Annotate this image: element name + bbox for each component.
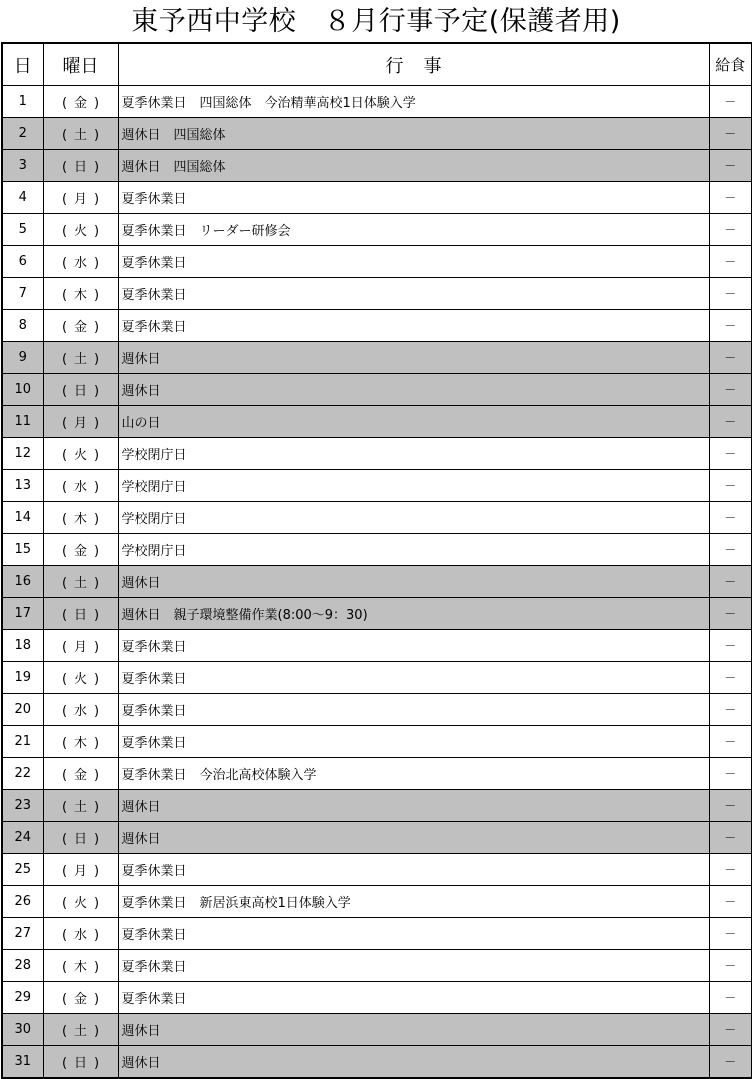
event-cell: 夏季休業日 四国総体 今治精華高校1日体験入学	[118, 86, 709, 118]
event-cell: 週休日 親子環境整備作業(8:00～9：30)	[118, 598, 709, 630]
lunch-cell: －	[709, 950, 752, 982]
event-cell: 夏季休業日	[118, 630, 709, 662]
day-cell: 29	[2, 982, 43, 1014]
event-cell: 週休日	[118, 374, 709, 406]
day-cell: 15	[2, 534, 43, 566]
table-row	[2, 950, 752, 982]
weekday-cell: ( 金 )	[43, 310, 118, 342]
weekday-cell: ( 金 )	[43, 758, 118, 790]
day-cell: 22	[2, 758, 43, 790]
weekday-cell: ( 水 )	[43, 246, 118, 278]
lunch-cell: －	[709, 1046, 752, 1079]
lunch-cell: －	[709, 918, 752, 950]
day-cell: 6	[2, 246, 43, 278]
event-cell: 週休日 四国総体	[118, 118, 709, 150]
weekday-label: 水	[73, 256, 87, 271]
table-row	[2, 662, 752, 694]
lunch-cell: －	[709, 214, 752, 246]
table-row	[2, 886, 752, 918]
lunch-cell: －	[709, 534, 752, 566]
weekday-cell: ( 木 )	[43, 278, 118, 310]
day-cell: 25	[2, 854, 43, 886]
event-cell: 週休日	[118, 790, 709, 822]
weekday-cell: ( 水 )	[43, 918, 118, 950]
weekday-cell: ( 金 )	[43, 86, 118, 118]
day-cell: 31	[2, 1046, 43, 1079]
weekday-cell: ( 月 )	[43, 854, 118, 886]
table-row	[2, 822, 752, 854]
weekday-cell: ( 火 )	[43, 438, 118, 470]
lunch-cell: －	[709, 502, 752, 534]
day-cell: 11	[2, 406, 43, 438]
weekday-label: 木	[73, 960, 87, 975]
event-cell: 週休日	[118, 822, 709, 854]
weekday-label: 土	[73, 128, 87, 143]
header-weekday: 曜日	[43, 43, 118, 86]
lunch-cell: －	[709, 726, 752, 758]
event-cell: 週休日	[118, 1046, 709, 1079]
weekday-cell: ( 水 )	[43, 694, 118, 726]
table-row	[2, 534, 752, 566]
weekday-label: 火	[73, 448, 87, 463]
weekday-cell: ( 月 )	[43, 182, 118, 214]
day-cell: 13	[2, 470, 43, 502]
event-cell: 山の日	[118, 406, 709, 438]
header-row	[2, 43, 752, 86]
weekday-label: 木	[73, 288, 87, 303]
lunch-cell: －	[709, 598, 752, 630]
weekday-cell: ( 土 )	[43, 118, 118, 150]
weekday-cell: ( 日 )	[43, 150, 118, 182]
lunch-cell: －	[709, 182, 752, 214]
lunch-cell: －	[709, 342, 752, 374]
table-row	[2, 630, 752, 662]
event-cell: 夏季休業日 新居浜東高校1日体験入学	[118, 886, 709, 918]
weekday-label: 火	[73, 224, 87, 239]
day-cell: 8	[2, 310, 43, 342]
lunch-cell: －	[709, 566, 752, 598]
event-cell: 週休日	[118, 566, 709, 598]
table-row	[2, 470, 752, 502]
weekday-label: 月	[73, 192, 87, 207]
day-cell: 23	[2, 790, 43, 822]
weekday-label: 日	[73, 160, 87, 175]
weekday-label: 火	[73, 896, 87, 911]
day-cell: 5	[2, 214, 43, 246]
lunch-cell: －	[709, 246, 752, 278]
weekday-cell: ( 金 )	[43, 534, 118, 566]
table-row	[2, 566, 752, 598]
day-cell: 9	[2, 342, 43, 374]
table-row	[2, 342, 752, 374]
event-cell: 週休日 四国総体	[118, 150, 709, 182]
lunch-cell: －	[709, 630, 752, 662]
weekday-cell: ( 日 )	[43, 1046, 118, 1079]
day-cell: 12	[2, 438, 43, 470]
day-cell: 10	[2, 374, 43, 406]
table-row	[2, 406, 752, 438]
weekday-cell: ( 火 )	[43, 214, 118, 246]
weekday-cell: ( 金 )	[43, 982, 118, 1014]
event-cell: 夏季休業日	[118, 982, 709, 1014]
day-cell: 24	[2, 822, 43, 854]
lunch-cell: －	[709, 150, 752, 182]
day-cell: 2	[2, 118, 43, 150]
page-title: 東予西中学校 ８月行事予定(保護者用)	[131, 6, 621, 37]
day-cell: 17	[2, 598, 43, 630]
weekday-label: 月	[73, 864, 87, 879]
table-row	[2, 118, 752, 150]
weekday-label: 日	[73, 832, 87, 847]
weekday-cell: ( 日 )	[43, 374, 118, 406]
weekday-label: 土	[73, 352, 87, 367]
weekday-label: 水	[73, 480, 87, 495]
lunch-cell: －	[709, 374, 752, 406]
day-cell: 14	[2, 502, 43, 534]
table-row	[2, 694, 752, 726]
event-cell: 夏季休業日 今治北高校体験入学	[118, 758, 709, 790]
table-row	[2, 854, 752, 886]
table-row	[2, 310, 752, 342]
event-cell: 夏季休業日	[118, 662, 709, 694]
day-cell: 30	[2, 1014, 43, 1046]
weekday-cell: ( 火 )	[43, 662, 118, 694]
weekday-cell: ( 月 )	[43, 630, 118, 662]
lunch-cell: －	[709, 982, 752, 1014]
event-cell: 夏季休業日	[118, 950, 709, 982]
lunch-cell: －	[709, 470, 752, 502]
day-cell: 18	[2, 630, 43, 662]
event-cell: 夏季休業日	[118, 854, 709, 886]
weekday-cell: ( 火 )	[43, 886, 118, 918]
event-cell: 夏季休業日	[118, 310, 709, 342]
lunch-cell: －	[709, 694, 752, 726]
lunch-cell: －	[709, 1014, 752, 1046]
day-cell: 28	[2, 950, 43, 982]
weekday-cell: ( 木 )	[43, 502, 118, 534]
day-cell: 20	[2, 694, 43, 726]
event-cell: 夏季休業日	[118, 918, 709, 950]
event-cell: 夏季休業日	[118, 246, 709, 278]
event-cell: 学校閉庁日	[118, 534, 709, 566]
table-row	[2, 598, 752, 630]
header-day: 日	[2, 43, 43, 86]
lunch-cell: －	[709, 310, 752, 342]
event-cell: 夏季休業日	[118, 278, 709, 310]
lunch-cell: －	[709, 406, 752, 438]
weekday-label: 月	[73, 416, 87, 431]
table-row	[2, 214, 752, 246]
day-cell: 3	[2, 150, 43, 182]
weekday-label: 金	[73, 768, 87, 783]
header-lunch: 給食	[709, 43, 752, 86]
lunch-cell: －	[709, 438, 752, 470]
event-cell: 夏季休業日	[118, 726, 709, 758]
table-row	[2, 1046, 752, 1079]
weekday-cell: ( 水 )	[43, 470, 118, 502]
weekday-cell: ( 木 )	[43, 726, 118, 758]
table-row	[2, 182, 752, 214]
weekday-label: 金	[73, 96, 87, 111]
lunch-cell: －	[709, 86, 752, 118]
weekday-cell: ( 日 )	[43, 598, 118, 630]
event-cell: 夏季休業日	[118, 182, 709, 214]
day-cell: 26	[2, 886, 43, 918]
event-cell: 夏季休業日 リーダー研修会	[118, 214, 709, 246]
weekday-cell: ( 土 )	[43, 1014, 118, 1046]
weekday-label: 土	[73, 1024, 87, 1039]
weekday-label: 土	[73, 800, 87, 815]
lunch-cell: －	[709, 758, 752, 790]
lunch-cell: －	[709, 886, 752, 918]
table-row	[2, 726, 752, 758]
table-row	[2, 1014, 752, 1046]
weekday-label: 日	[73, 608, 87, 623]
lunch-cell: －	[709, 790, 752, 822]
weekday-label: 金	[73, 544, 87, 559]
lunch-cell: －	[709, 278, 752, 310]
day-cell: 21	[2, 726, 43, 758]
weekday-label: 金	[73, 992, 87, 1007]
table-row	[2, 758, 752, 790]
weekday-cell: ( 日 )	[43, 822, 118, 854]
lunch-cell: －	[709, 854, 752, 886]
header-event: 行事	[118, 43, 709, 86]
table-row	[2, 502, 752, 534]
weekday-label: 土	[73, 576, 87, 591]
event-cell: 学校閉庁日	[118, 470, 709, 502]
event-cell: 学校閉庁日	[118, 502, 709, 534]
table-row	[2, 150, 752, 182]
table-row	[2, 982, 752, 1014]
weekday-cell: ( 木 )	[43, 950, 118, 982]
table-row	[2, 246, 752, 278]
lunch-cell: －	[709, 822, 752, 854]
weekday-label: 火	[73, 672, 87, 687]
table-row	[2, 790, 752, 822]
weekday-cell: ( 月 )	[43, 406, 118, 438]
table-row	[2, 374, 752, 406]
table-row	[2, 278, 752, 310]
weekday-label: 木	[73, 736, 87, 751]
day-cell: 7	[2, 278, 43, 310]
weekday-label: 日	[73, 1056, 87, 1071]
weekday-label: 水	[73, 704, 87, 719]
day-cell: 27	[2, 918, 43, 950]
event-cell: 学校閉庁日	[118, 438, 709, 470]
weekday-label: 木	[73, 512, 87, 527]
day-cell: 1	[2, 86, 43, 118]
event-cell: 夏季休業日	[118, 694, 709, 726]
weekday-cell: ( 土 )	[43, 790, 118, 822]
weekday-label: 水	[73, 928, 87, 943]
schedule-table	[1, 42, 752, 1079]
weekday-label: 月	[73, 640, 87, 655]
day-cell: 16	[2, 566, 43, 598]
table-row	[2, 918, 752, 950]
schedule-rows	[2, 86, 752, 1079]
lunch-cell: －	[709, 118, 752, 150]
day-cell: 19	[2, 662, 43, 694]
table-row	[2, 438, 752, 470]
weekday-cell: ( 土 )	[43, 342, 118, 374]
event-cell: 週休日	[118, 342, 709, 374]
weekday-label: 金	[73, 320, 87, 335]
table-row	[2, 86, 752, 118]
weekday-label: 日	[73, 384, 87, 399]
weekday-cell: ( 土 )	[43, 566, 118, 598]
event-cell: 週休日	[118, 1014, 709, 1046]
day-cell: 4	[2, 182, 43, 214]
lunch-cell: －	[709, 662, 752, 694]
